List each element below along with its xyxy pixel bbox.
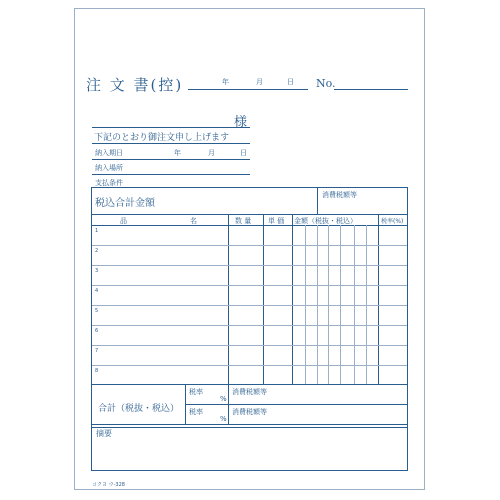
col-qty-header: 数 量 bbox=[235, 217, 252, 225]
row-number: 5 bbox=[95, 308, 99, 314]
delivery-date-line bbox=[92, 159, 250, 160]
honorific-label: 様 bbox=[234, 115, 248, 130]
delivery-place-label: 納入場所 bbox=[95, 164, 123, 172]
summary-tax-label: 消費税額等 bbox=[322, 191, 357, 199]
totals-percent-1: % bbox=[220, 395, 227, 403]
order-table bbox=[91, 187, 408, 428]
footer-code: コクヨ ウ-328 bbox=[92, 482, 125, 488]
remarks-label: 摘要 bbox=[96, 429, 112, 438]
col-name-header: 名 bbox=[190, 217, 197, 225]
intro-text: 下記のとおり御注文申し上げます bbox=[94, 133, 230, 143]
row-number: 1 bbox=[95, 228, 99, 234]
row-number: 7 bbox=[95, 348, 99, 354]
total-amount-label: 税込合計金額 bbox=[95, 198, 155, 209]
totals-rate-label-1: 税率 bbox=[189, 388, 203, 396]
row-number: 3 bbox=[95, 268, 99, 274]
remarks-bottom-line bbox=[91, 470, 408, 471]
delivery-date-label: 納入期日 bbox=[95, 149, 123, 157]
row-number: 6 bbox=[95, 328, 99, 334]
totals-percent-2: % bbox=[220, 415, 227, 423]
col-item-header: 品 bbox=[120, 217, 127, 225]
col-unit-header: 単 価 bbox=[268, 217, 285, 225]
payment-terms-label: 支払条件 bbox=[95, 179, 123, 187]
date-line bbox=[188, 89, 308, 90]
totals-tax-label-1: 消費税額等 bbox=[232, 388, 267, 396]
row-number: 2 bbox=[95, 248, 99, 254]
totals-rate-label-2: 税率 bbox=[189, 408, 203, 416]
form-title: 注 文 書(控) bbox=[86, 76, 184, 94]
delivery-month-label: 月 bbox=[208, 149, 215, 157]
col-rate-header: 税率(%) bbox=[381, 218, 404, 225]
date-year-label: 年 bbox=[222, 78, 229, 86]
col-amount-header: 金額（税抜・税込） bbox=[294, 217, 357, 225]
recipient-line bbox=[92, 127, 250, 128]
intro-line bbox=[92, 143, 250, 144]
delivery-place-line bbox=[92, 174, 250, 175]
totals-tax-label-2: 消費税額等 bbox=[232, 408, 267, 416]
totals-label: 合計（税抜・税込） bbox=[98, 404, 180, 414]
delivery-day-label: 日 bbox=[240, 149, 247, 157]
number-line bbox=[334, 89, 408, 90]
date-day-label: 日 bbox=[287, 78, 294, 86]
date-month-label: 月 bbox=[256, 78, 263, 86]
row-number: 8 bbox=[95, 368, 99, 374]
number-label: No. bbox=[316, 77, 336, 90]
row-number: 4 bbox=[95, 288, 99, 294]
delivery-year-label: 年 bbox=[174, 149, 181, 157]
